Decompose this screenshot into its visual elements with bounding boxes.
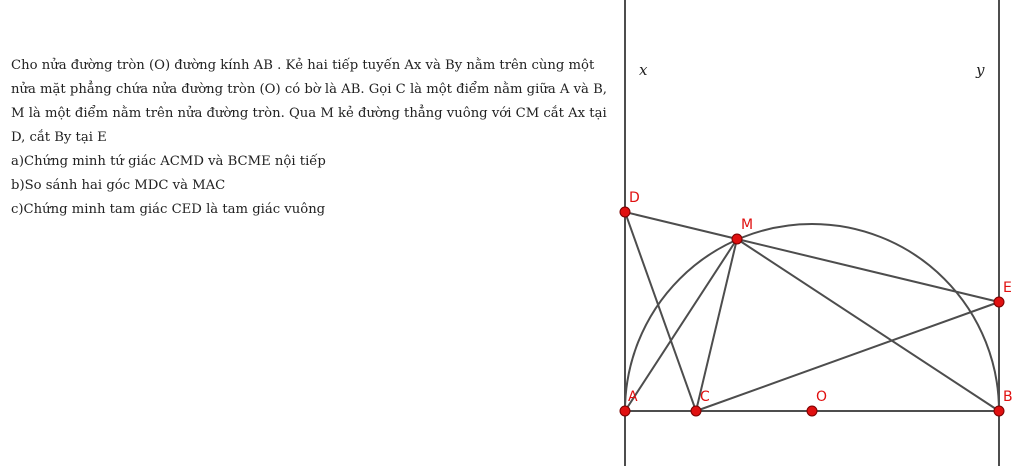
segment-am <box>625 239 737 411</box>
point-e <box>994 280 1012 307</box>
problem-intro: Cho nửa đường tròn (O) đường kính AB . Kẻ hai tiếp tuyến Ax và By nằm trên cùng một nửa mặt phẳng chứa nửa đường tròn (O) có bờ là AB. Gọi C là một điểm nằm giữa A và B, M là một điểm nằm trên nửa đường tròn. Qua M kẻ đường thẳng vuông với CM cắt Ax tại D, cắt By tại E <box>11 58 607 145</box>
segment-cm <box>696 239 737 411</box>
point-label-o: O <box>816 389 828 405</box>
point-label-a: A <box>628 389 638 405</box>
point-label-d: D <box>629 190 640 206</box>
point-label-m: M <box>741 217 754 233</box>
ray-label-y: y <box>976 61 985 79</box>
segment-ce <box>696 302 999 411</box>
ray-label-x: x <box>639 61 648 79</box>
semicircle-o <box>625 224 999 411</box>
point-label-e: E <box>1003 280 1012 296</box>
problem-part-b: b)So sánh hai góc MDC và MAC <box>11 178 226 193</box>
point-d <box>620 190 640 217</box>
point-label-b: B <box>1003 389 1013 405</box>
point-label-c: C <box>700 389 710 405</box>
point-b <box>994 389 1013 416</box>
segment-me <box>737 239 999 302</box>
segment-mb <box>737 239 999 411</box>
segment-dc <box>625 212 696 411</box>
segment-dm <box>625 212 737 239</box>
problem-part-a: a)Chứng minh tứ giác ACMD và BCME nội tiếp <box>11 154 326 169</box>
problem-part-c: c)Chứng minh tam giác CED là tam giác vuông <box>11 202 326 217</box>
